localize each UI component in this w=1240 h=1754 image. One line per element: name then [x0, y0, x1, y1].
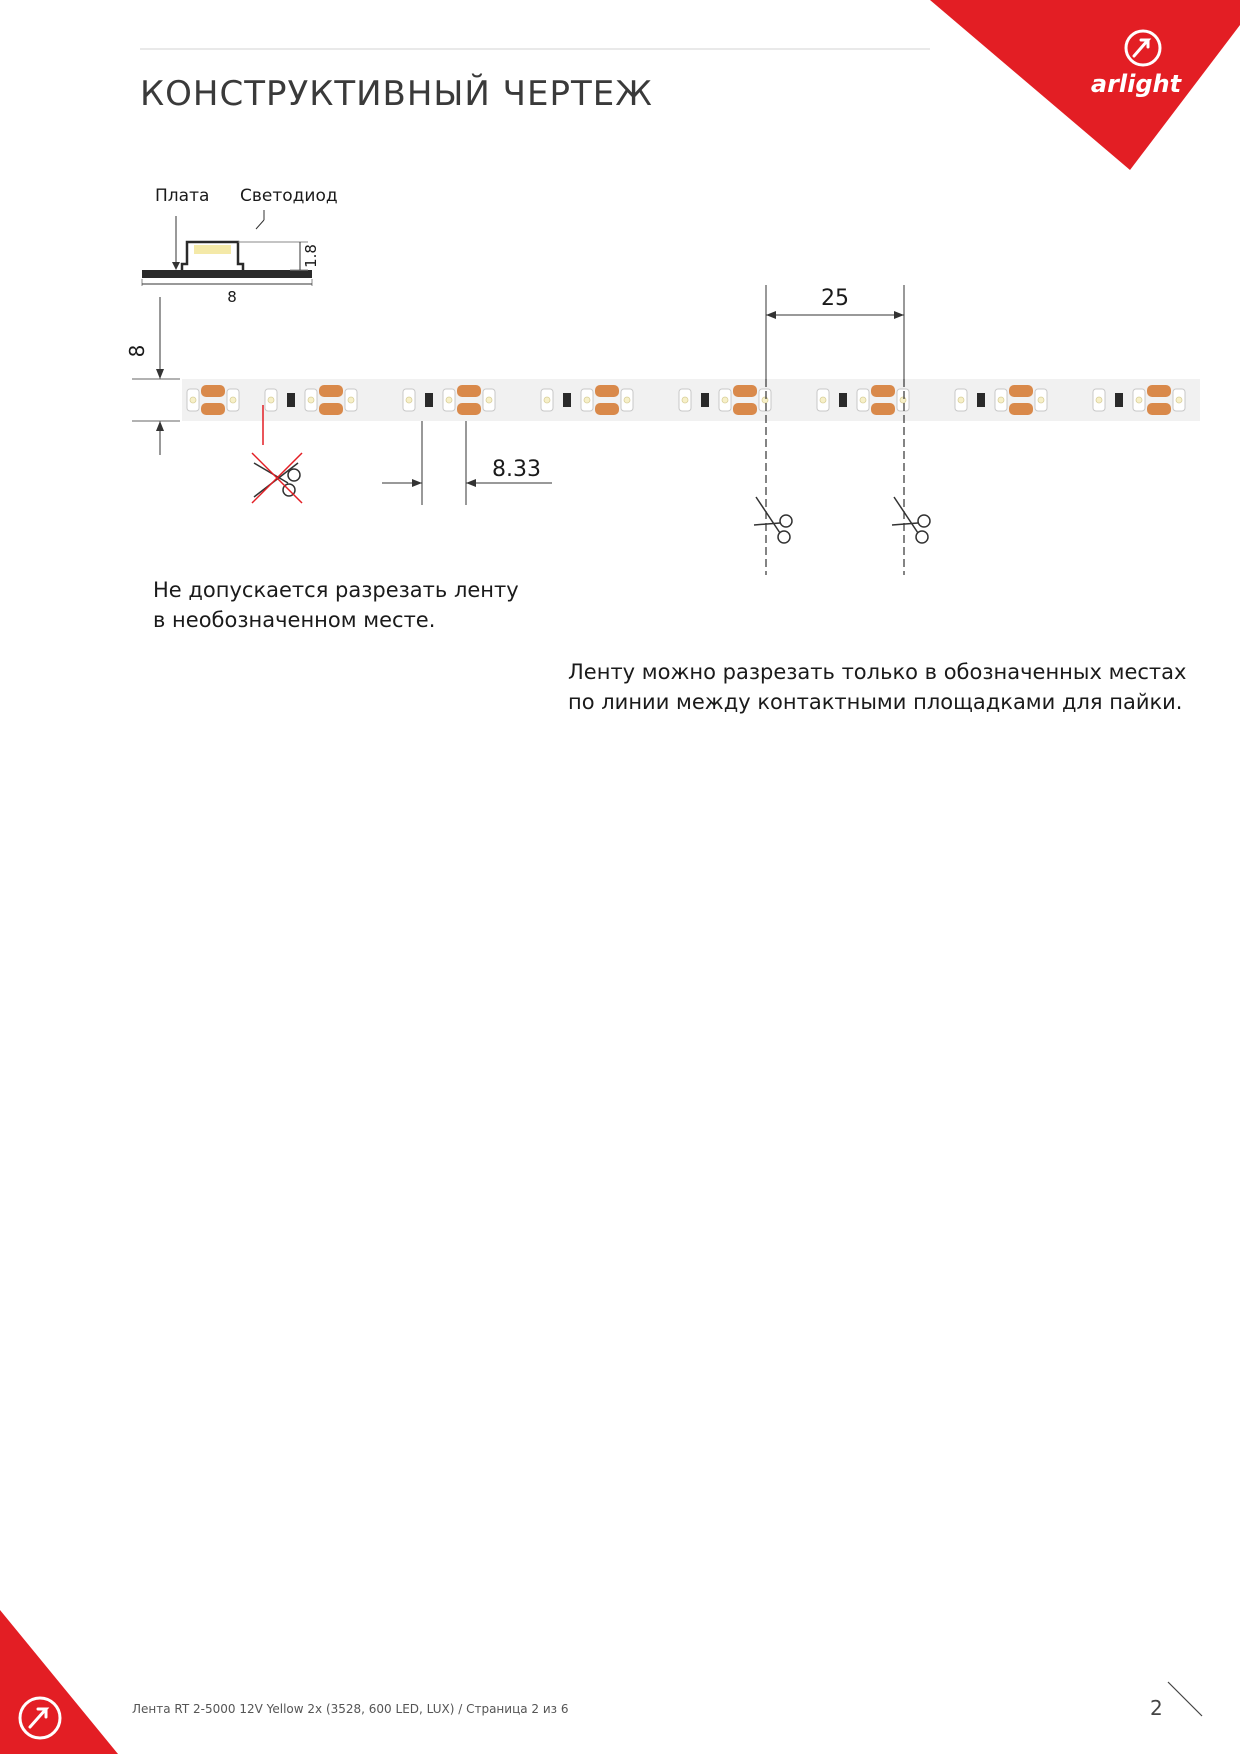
cut-note	[568, 657, 1186, 717]
led-lens	[584, 397, 590, 403]
solder-pad	[1009, 403, 1033, 415]
solder-pad	[1147, 403, 1171, 415]
resistor	[287, 393, 295, 407]
resistor	[563, 393, 571, 407]
led-lens	[1096, 397, 1102, 403]
resistor	[839, 393, 847, 407]
strip-drawing	[120, 285, 1200, 585]
no-cut-note	[153, 575, 519, 635]
no-cut-note-line1: Не допускается разрезать ленту	[153, 578, 519, 602]
pitch-label: 8.33	[492, 457, 541, 482]
led-lens	[998, 397, 1004, 403]
led-phosphor	[194, 245, 231, 254]
scissors-icon	[892, 497, 930, 543]
resistor	[701, 393, 709, 407]
resistor	[425, 393, 433, 407]
solder-pad	[1147, 385, 1171, 397]
led-lens	[900, 397, 906, 403]
solder-pad	[201, 403, 225, 415]
led-lens	[486, 397, 492, 403]
board-leader-arrow	[172, 262, 180, 270]
led-lens	[624, 397, 630, 403]
led-lens	[1176, 397, 1182, 403]
brand-name: arlight	[1090, 70, 1182, 98]
title-rule	[140, 48, 930, 50]
no-cut-note-line2: в необозначенном месте.	[153, 608, 436, 632]
solder-pad	[733, 385, 757, 397]
solder-pad	[871, 385, 895, 397]
led-lens	[860, 397, 866, 403]
led-lens	[308, 397, 314, 403]
page-title: КОНСТРУКТИВНЫЙ ЧЕРТЕЖ	[140, 74, 653, 114]
led-lens	[722, 397, 728, 403]
led-lens	[446, 397, 452, 403]
page-corner-slash	[1166, 1680, 1206, 1720]
brand-corner-bottom-triangle	[0, 1610, 118, 1754]
led-lens	[190, 397, 196, 403]
cut-note-line2: по линии между контактными площадками для пайки.	[568, 690, 1183, 714]
board-profile	[142, 270, 312, 278]
brand-corner-triangle	[930, 0, 1240, 170]
solder-pad	[595, 403, 619, 415]
cut-note-line1: Ленту можно разрезать только в обозначенных местах	[568, 660, 1187, 684]
led-lens	[1136, 397, 1142, 403]
label-led: Светодиод	[240, 186, 338, 206]
led-lens	[348, 397, 354, 403]
solder-pad	[595, 385, 619, 397]
solder-pad	[733, 403, 757, 415]
led-lens	[1038, 397, 1044, 403]
solder-pad	[457, 403, 481, 415]
page-number: 2	[1150, 1696, 1163, 1720]
footer-text: Лента RT 2-5000 12V Yellow 2x (3528, 600 LED, LUX) / Страница 2 из 6	[132, 1702, 569, 1716]
led-lens	[682, 397, 688, 403]
dim-height-label: 1.8	[302, 244, 320, 268]
led-lens	[230, 397, 236, 403]
strip-width-label: 8	[125, 344, 149, 358]
brand-corner-bottom	[0, 1610, 120, 1754]
led-lens	[762, 397, 768, 403]
solder-pad	[871, 403, 895, 415]
scissors-icon	[754, 497, 792, 543]
dim-width-label: 8	[227, 288, 237, 306]
led-lens	[544, 397, 550, 403]
solder-pad	[319, 385, 343, 397]
solder-pad	[201, 385, 225, 397]
led-lens	[820, 397, 826, 403]
segment-label: 25	[821, 286, 849, 311]
led-lens	[268, 397, 274, 403]
solder-pad	[457, 385, 481, 397]
solder-pad	[1009, 385, 1033, 397]
no-cut-scissors-icon	[252, 453, 302, 503]
solder-pad	[319, 403, 343, 415]
label-board: Плата	[155, 186, 210, 206]
brand-corner	[930, 0, 1240, 175]
led-lens	[406, 397, 412, 403]
led-lens	[958, 397, 964, 403]
resistor	[1115, 393, 1123, 407]
resistor	[977, 393, 985, 407]
